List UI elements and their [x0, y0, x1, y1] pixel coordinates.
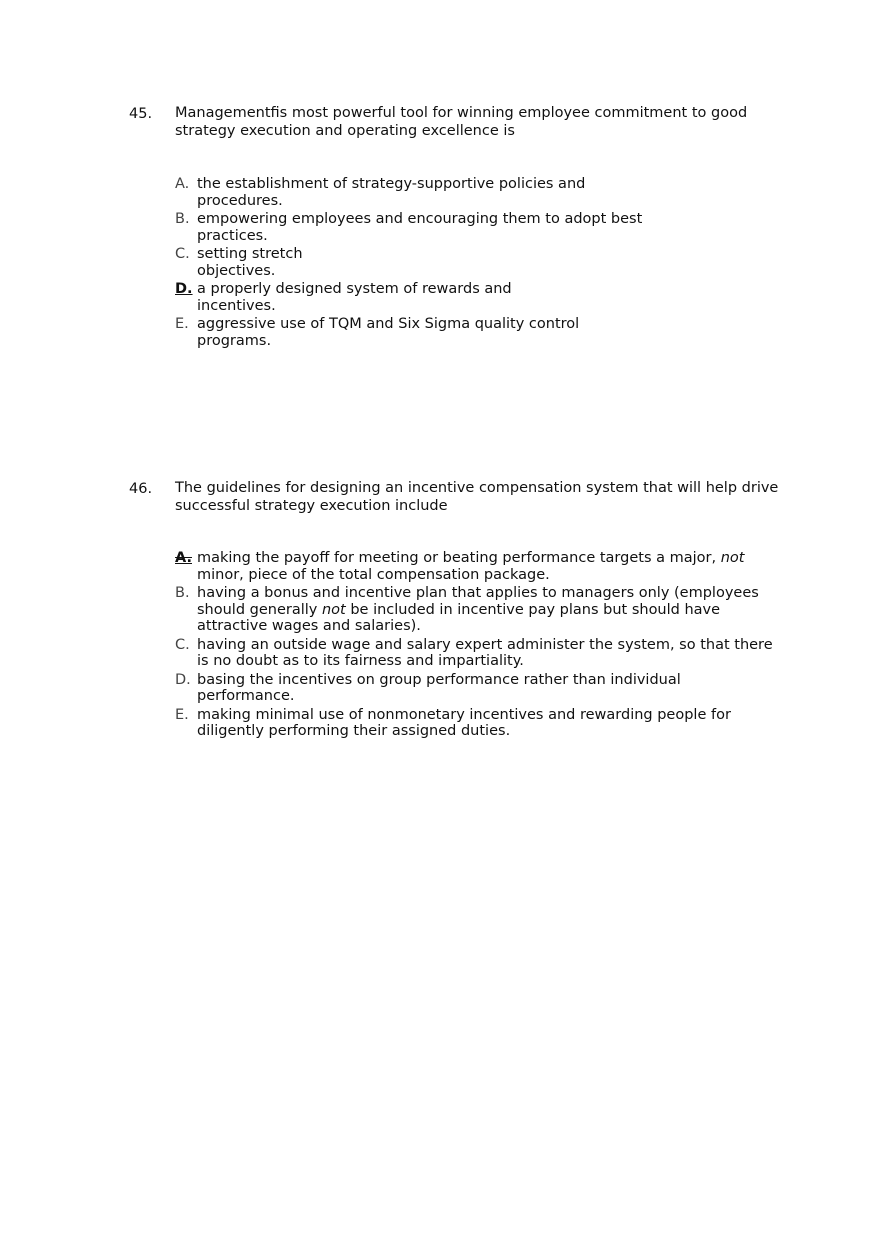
choice-letter: D. [175, 671, 191, 688]
choice-text-line: empowering employees and encouraging them to adopt best [197, 211, 643, 227]
emphasis-text: not [720, 550, 745, 566]
choice-text-line: making minimal use of nonmonetary incentives and rewarding people for [197, 706, 731, 723]
choice-text-line: procedures. [197, 192, 283, 209]
choice-text [197, 281, 642, 314]
question-stem-line: successful strategy execution include [175, 497, 448, 514]
answer-choices [175, 550, 773, 742]
choice-text [197, 550, 773, 583]
choice-text [197, 211, 642, 244]
choice-text-line: aggressive use of TQM and Six Sigma quality control [197, 316, 580, 332]
choice-text [197, 637, 773, 670]
text-run: making the payoff for meeting or beating performance targets a major, [197, 550, 721, 566]
choice-text [197, 176, 642, 209]
choice-text-line: incentives. [197, 297, 276, 314]
choice-a[interactable] [175, 176, 642, 209]
choice-letter: A. [175, 176, 190, 192]
choice-letter: B. [175, 585, 190, 601]
question-stem [175, 105, 785, 140]
question-stem-line: strategy execution and operating excellence is [175, 122, 515, 139]
question-number: 46. [129, 481, 153, 497]
choice-text-line: a properly designed system of rewards and [197, 281, 512, 297]
choice-text-line: objectives. [197, 262, 276, 279]
choice-text-line: practices. [197, 227, 268, 244]
choice-letter: C. [175, 246, 190, 262]
choice-text [197, 672, 773, 705]
choice-letter-correct: A. [175, 550, 192, 566]
choice-letter-correct: D. [175, 281, 193, 297]
choice-c[interactable] [175, 637, 773, 670]
choice-b[interactable] [175, 211, 642, 244]
question-stem-line: The guidelines for designing an incentive compensation system that will help drive [175, 480, 779, 496]
question-number: 45. [129, 106, 153, 122]
choice-text-line: programs. [197, 332, 272, 349]
choice-text-line [197, 602, 773, 619]
choice-letter: E. [175, 706, 189, 723]
text-run: be included in incentive pay plans but should have [345, 601, 721, 618]
choice-d[interactable] [175, 672, 773, 705]
choice-b[interactable] [175, 585, 773, 635]
choice-d-correct[interactable] [175, 281, 642, 314]
choice-text-line: having an outside wage and salary expert administer the system, so that there [197, 636, 773, 653]
choice-text-line [197, 550, 773, 567]
choice-letter: C. [175, 636, 190, 653]
question-stem [175, 480, 785, 515]
choice-text-line: diligently performing their assigned duties. [197, 723, 511, 739]
choice-text-line: having a bonus and incentive plan that applies to managers only (employees [197, 585, 759, 601]
choice-a-correct[interactable] [175, 550, 773, 583]
answer-choices [175, 176, 642, 351]
choice-text-line: is no doubt as to its fairness and impartiality. [197, 653, 524, 669]
emphasis-text: not [321, 601, 346, 618]
text-run: should generally [197, 601, 322, 618]
choice-text-line: attractive wages and salaries). [197, 618, 421, 634]
choice-letter: B. [175, 211, 190, 227]
choice-text-line: performance. [197, 688, 295, 704]
choice-text-line: setting stretch [197, 246, 303, 262]
choice-e[interactable] [175, 707, 773, 740]
choice-letter: E. [175, 316, 189, 332]
choice-e[interactable] [175, 316, 642, 349]
choice-text [197, 246, 642, 279]
choice-c[interactable] [175, 246, 642, 279]
choice-text [197, 707, 773, 740]
question-stem-line: Managementfis most powerful tool for winning employee commitment to good [175, 105, 748, 121]
choice-text-line: the establishment of strategy-supportive policies and [197, 176, 586, 192]
choice-text-line: minor, piece of the total compensation package. [197, 566, 550, 583]
choice-text [197, 585, 773, 635]
choice-text [197, 316, 642, 349]
choice-text-line: basing the incentives on group performance rather than individual [197, 671, 681, 688]
